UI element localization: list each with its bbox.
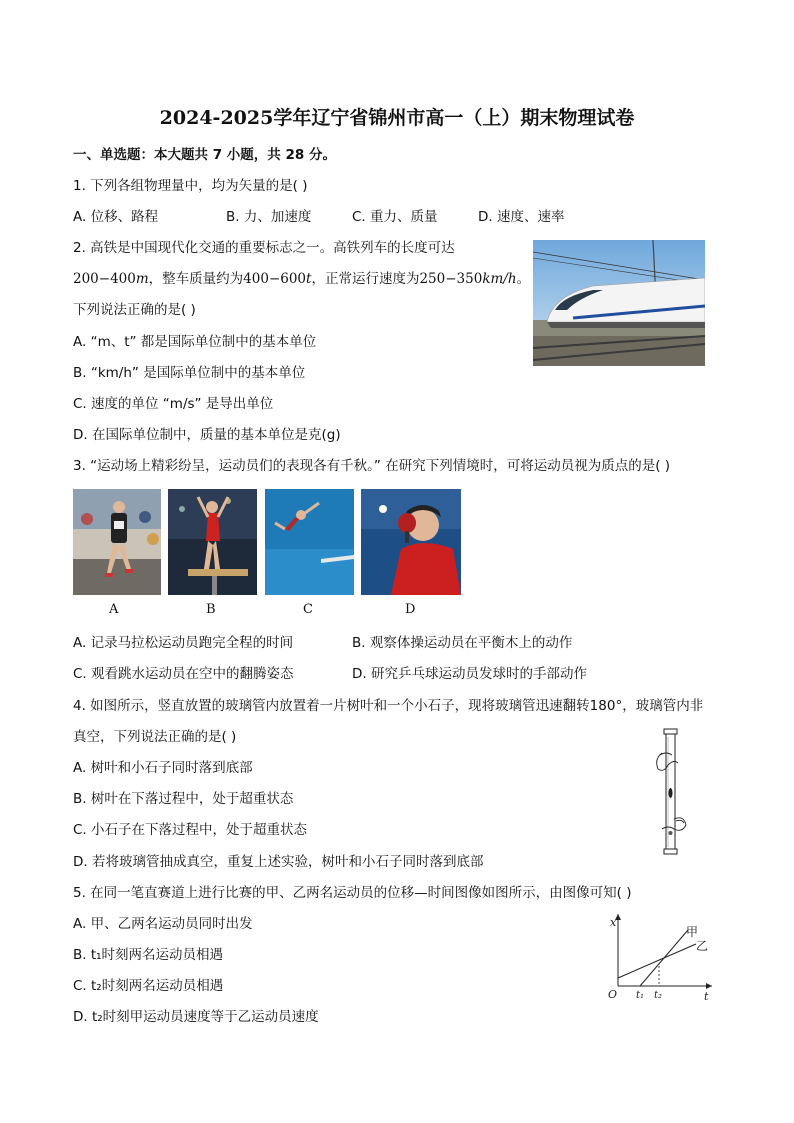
xt-graph <box>600 908 718 1004</box>
q2-option-b: B. “km/h” 是国际单位制中的基本单位 <box>73 365 306 381</box>
q3-stem: 3. “运动场上精彩纷呈，运动员们的表现各有千秋。” 在研究下列情境时，可将运动员视为质点的是( ) <box>73 458 671 474</box>
tick-t2: t₂ <box>654 990 663 1001</box>
q5-stem: 5. 在同一笔直赛道上进行比赛的甲、乙两名运动员的位移—时间图像如图所示，由图像可知( ) <box>73 885 632 901</box>
origin-label: O <box>608 988 618 1001</box>
q2-speed-range: 250−350 <box>419 271 483 287</box>
q4-option-c: C. 小石子在下落过程中，处于超重状态 <box>73 822 308 838</box>
q3-option-b: B. 观察体操运动员在平衡木上的动作 <box>352 635 573 651</box>
q2-option-c: C. 速度的单位 “m/s” 是导出单位 <box>73 396 274 412</box>
q3-label-a: A <box>109 602 119 617</box>
q2-stem-line1: 2. 高铁是中国现代化交通的重要标志之一。高铁列车的长度可达 <box>73 240 455 256</box>
diving-photo <box>265 489 354 595</box>
q4-option-a: A. 树叶和小石子同时落到底部 <box>73 760 253 776</box>
q3-option-c: C. 观看跳水运动员在空中的翻腾姿态 <box>73 666 294 682</box>
q2-option-d: D. 在国际单位制中，质量的基本单位是克(g) <box>73 427 341 443</box>
page-title: 2024-2025学年辽宁省锦州市高一（上）期末物理试卷 <box>159 107 635 129</box>
q2-option-a: A. “m、t” 都是国际单位制中的基本单位 <box>73 334 317 350</box>
q5-option-d: D. t₂时刻甲运动员速度等于乙运动员速度 <box>73 1009 319 1025</box>
q2-unit-m: m <box>135 271 149 287</box>
q2-mass-range: 400−600 <box>243 271 307 287</box>
q2-stem-line2 <box>73 270 530 288</box>
line-yi <box>618 944 696 978</box>
q2-unit-kmh: km/h <box>482 271 517 287</box>
q1-option-b: B. 力、加速度 <box>226 209 312 225</box>
q2-text-speed: ，正常运行速度为 <box>311 271 420 287</box>
q2-text-mass: ，整车质量约为 <box>148 271 244 287</box>
q2-stem-line3: 下列说法正确的是( ) <box>73 302 196 318</box>
q3-option-a: A. 记录马拉松运动员跑完全程的时间 <box>73 635 294 651</box>
marathon-photo <box>73 489 161 595</box>
q3-label-b: B <box>206 602 216 617</box>
q1-stem: 1. 下列各组物理量中，均为矢量的是( ) <box>73 178 308 194</box>
q2-length-range: 200−400 <box>73 271 136 287</box>
q2-period: 。 <box>516 271 531 287</box>
q4-stem-line1: 4. 如图所示，竖直放置的玻璃管内放置着一片树叶和一个小石子，现将玻璃管迅速翻转180°，玻璃管内非 <box>73 698 704 714</box>
train-photo <box>533 240 705 366</box>
q3-label-c: C <box>303 602 313 617</box>
glass-tube-figure <box>652 725 700 857</box>
q3-option-d: D. 研究乒乓球运动员发球时的手部动作 <box>352 666 587 682</box>
balance-beam-photo <box>168 489 257 595</box>
x-axis-label: t <box>704 990 709 1003</box>
section-heading: 一、单选题：本大题共 7 小题，共 28 分。 <box>73 147 336 163</box>
q4-stem-line2: 真空，下列说法正确的是( ) <box>73 729 237 745</box>
q1-option-c: C. 重力、质量 <box>352 209 438 225</box>
tick-t1: t₁ <box>636 990 645 1001</box>
label-jia: 甲 <box>686 925 699 939</box>
q3-label-d: D <box>405 602 416 617</box>
label-yi: 乙 <box>696 939 709 953</box>
q1-option-a: A. 位移、路程 <box>73 209 159 225</box>
q4-option-b: B. 树叶在下落过程中，处于超重状态 <box>73 791 294 807</box>
q5-option-b: B. t₁时刻两名运动员相遇 <box>73 947 224 963</box>
table-tennis-photo <box>361 489 461 595</box>
q4-option-d: D. 若将玻璃管抽成真空，重复上述实验，树叶和小石子同时落到底部 <box>73 854 484 870</box>
y-axis-label: x <box>610 916 617 929</box>
q1-option-d: D. 速度、速率 <box>478 209 565 225</box>
q5-option-a: A. 甲、乙两名运动员同时出发 <box>73 916 253 932</box>
q5-option-c: C. t₂时刻两名运动员相遇 <box>73 978 224 994</box>
q2-unit-t: t <box>306 271 312 287</box>
x-axis-arrow <box>706 983 712 989</box>
